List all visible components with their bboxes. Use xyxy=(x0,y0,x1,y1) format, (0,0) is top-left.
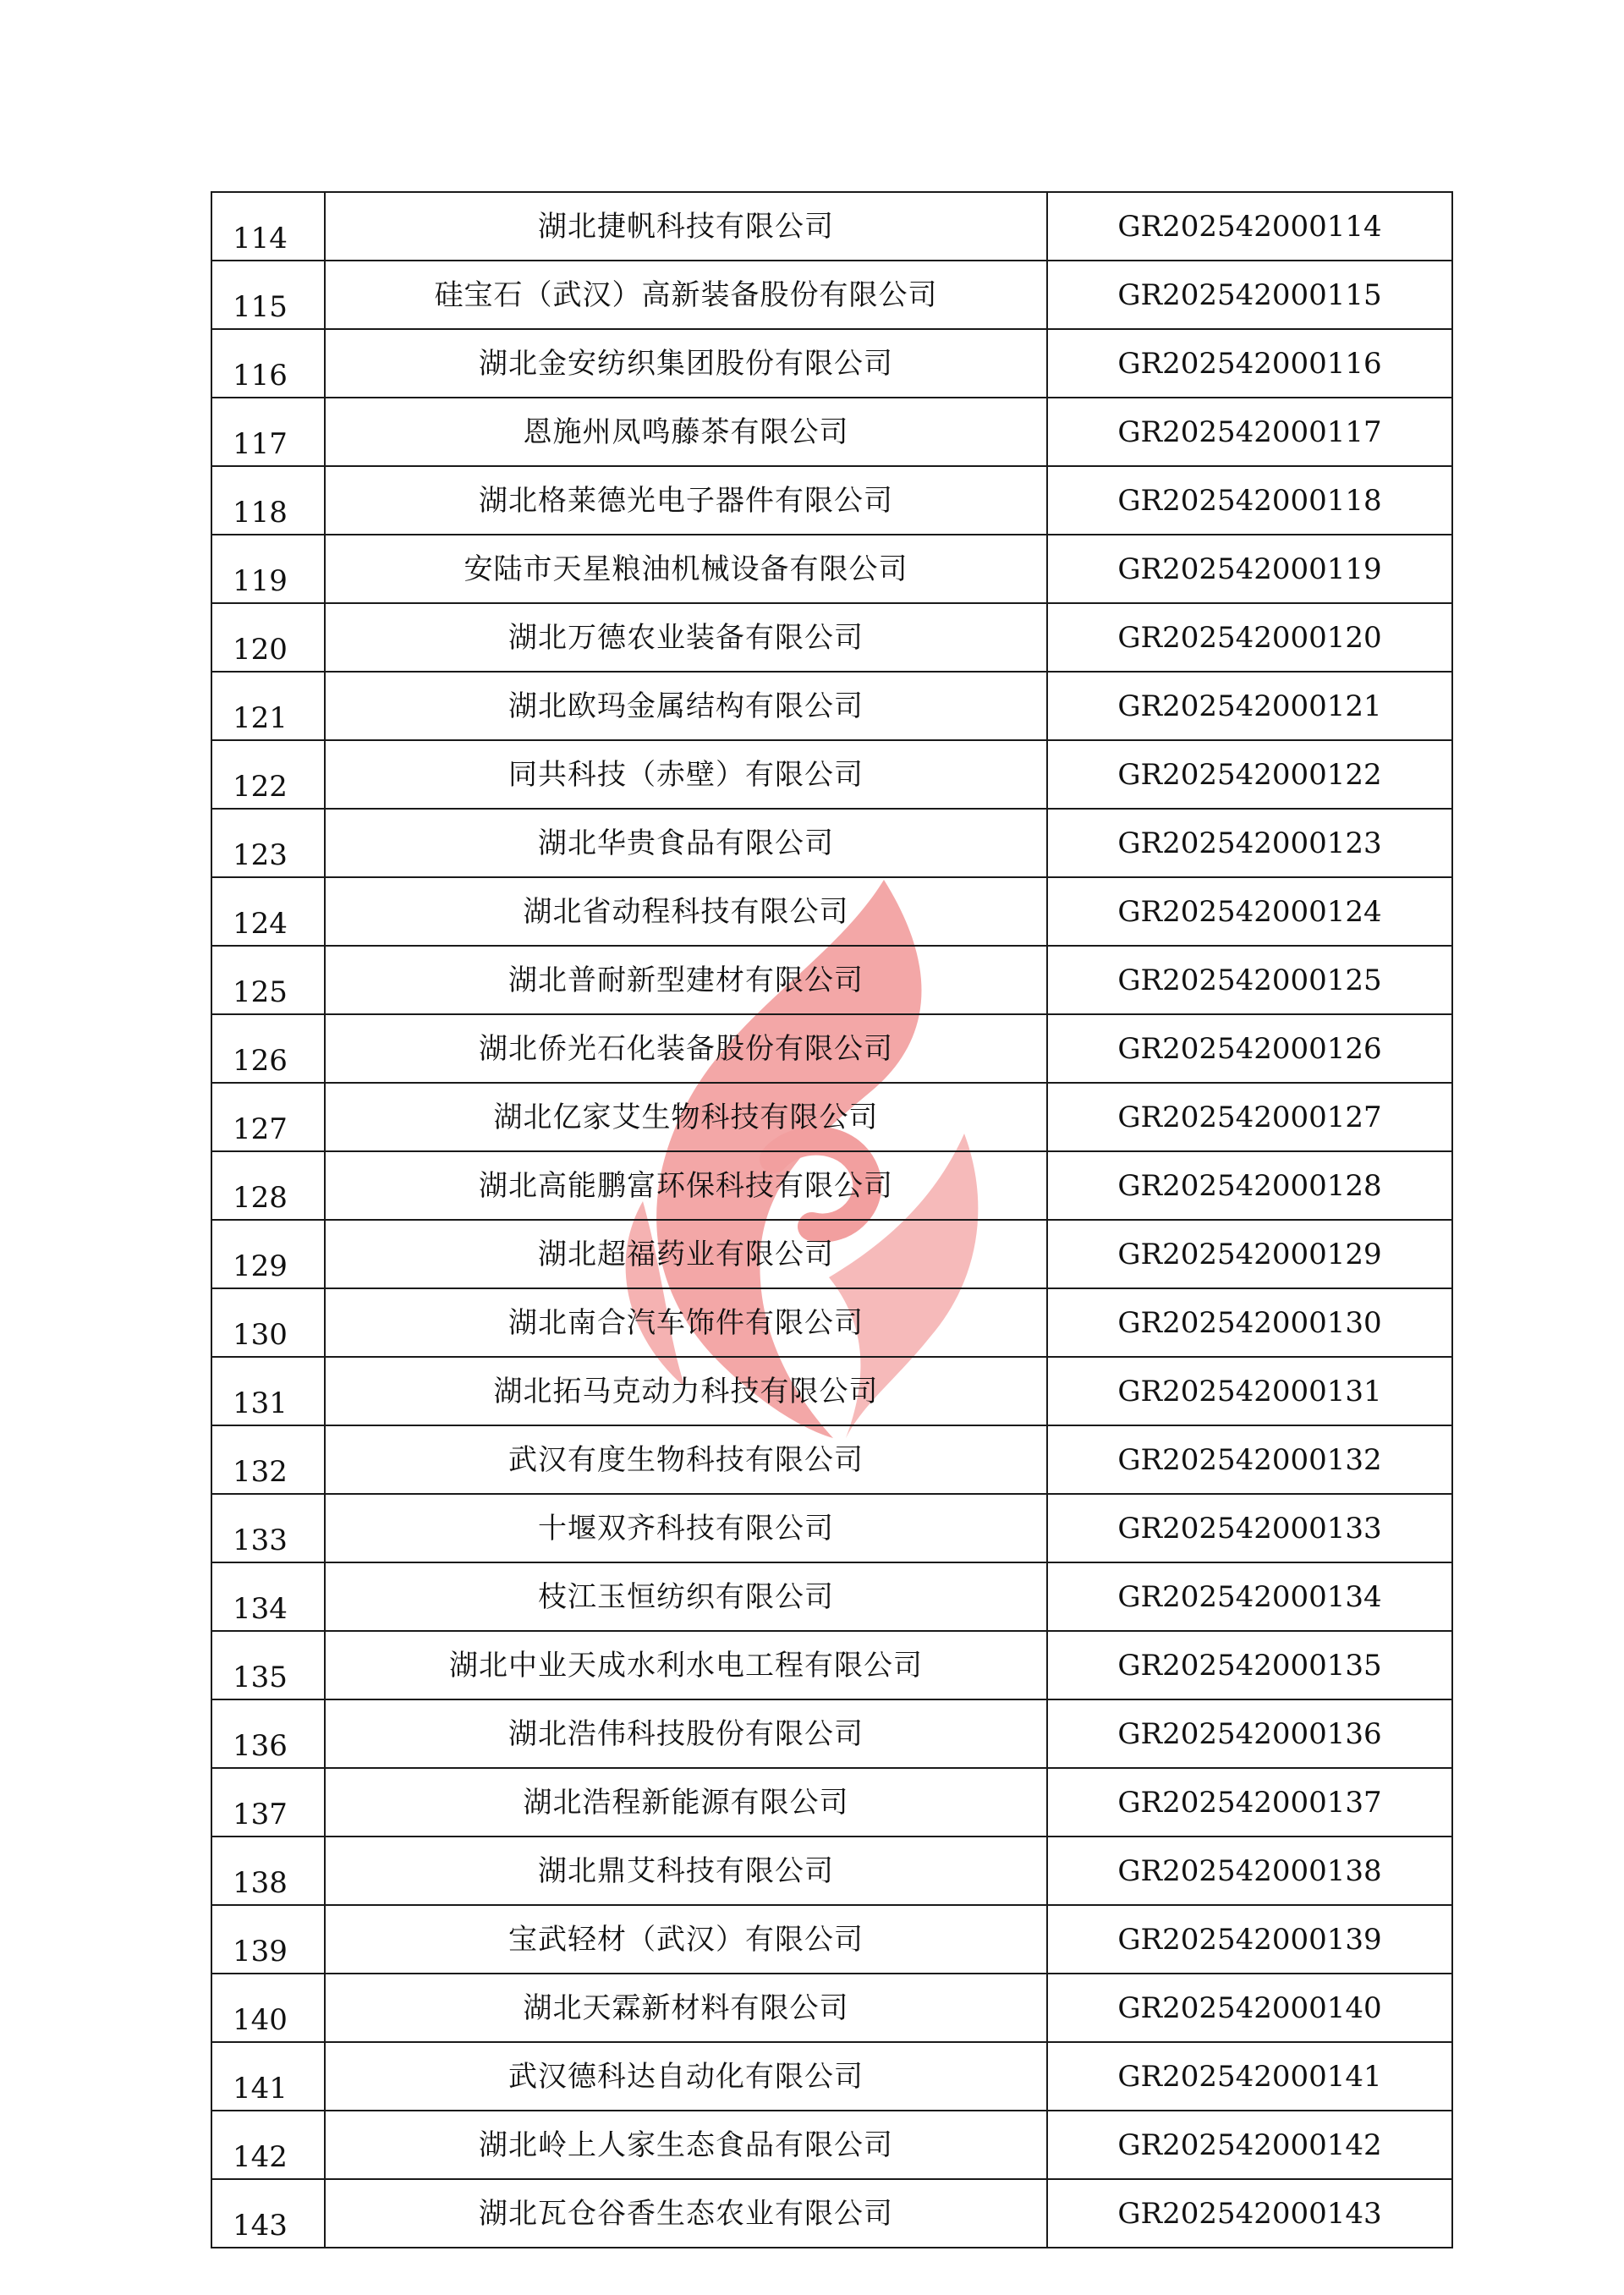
certificate-code-cell: GR202542000116 xyxy=(1047,329,1452,398)
row-number-cell: 134 xyxy=(211,1562,325,1631)
certificate-code-cell: GR202542000124 xyxy=(1047,877,1452,946)
row-number-cell: 129 xyxy=(211,1220,325,1288)
table-row xyxy=(211,329,1452,398)
table-row xyxy=(211,1357,1452,1425)
row-number-cell: 133 xyxy=(211,1494,325,1562)
company-name-cell: 湖北金安纺织集团股份有限公司 xyxy=(325,329,1047,398)
table-row xyxy=(211,1083,1452,1151)
table-row xyxy=(211,261,1452,329)
table-row xyxy=(211,1699,1452,1768)
company-name-cell: 湖北浩程新能源有限公司 xyxy=(325,1768,1047,1837)
company-name-cell: 湖北捷帆科技有限公司 xyxy=(325,192,1047,261)
row-number-cell: 120 xyxy=(211,603,325,672)
table-row xyxy=(211,946,1452,1014)
table-row xyxy=(211,192,1452,261)
table-row xyxy=(211,398,1452,466)
certificate-code-cell: GR202542000141 xyxy=(1047,2042,1452,2111)
row-number-cell: 125 xyxy=(211,946,325,1014)
company-name-cell: 十堰双齐科技有限公司 xyxy=(325,1494,1047,1562)
table-row xyxy=(211,2042,1452,2111)
certificate-code-cell: GR202542000127 xyxy=(1047,1083,1452,1151)
row-number-cell: 139 xyxy=(211,1905,325,1974)
company-name-cell: 湖北浩伟科技股份有限公司 xyxy=(325,1699,1047,1768)
certificate-code-cell: GR202542000123 xyxy=(1047,809,1452,877)
certificate-code-cell: GR202542000129 xyxy=(1047,1220,1452,1288)
company-name-cell: 武汉有度生物科技有限公司 xyxy=(325,1425,1047,1494)
table-row xyxy=(211,2179,1452,2248)
certificate-code-cell: GR202542000120 xyxy=(1047,603,1452,672)
table-row xyxy=(211,1631,1452,1699)
row-number-cell: 141 xyxy=(211,2042,325,2111)
certificate-code-cell: GR202542000132 xyxy=(1047,1425,1452,1494)
certificate-code-cell: GR202542000122 xyxy=(1047,740,1452,809)
row-number-cell: 119 xyxy=(211,535,325,603)
table-row xyxy=(211,1425,1452,1494)
table-row xyxy=(211,1014,1452,1083)
certificate-code-cell: GR202542000114 xyxy=(1047,192,1452,261)
company-name-cell: 湖北鼎艾科技有限公司 xyxy=(325,1837,1047,1905)
company-name-cell: 枝江玉恒纺织有限公司 xyxy=(325,1562,1047,1631)
table-row xyxy=(211,603,1452,672)
certificate-code-cell: GR202542000137 xyxy=(1047,1768,1452,1837)
certificate-code-cell: GR202542000125 xyxy=(1047,946,1452,1014)
certificate-code-cell: GR202542000128 xyxy=(1047,1151,1452,1220)
table-row xyxy=(211,1768,1452,1837)
company-name-cell: 湖北华贵食品有限公司 xyxy=(325,809,1047,877)
row-number-cell: 132 xyxy=(211,1425,325,1494)
company-name-cell: 同共科技（赤壁）有限公司 xyxy=(325,740,1047,809)
table-row xyxy=(211,466,1452,535)
certificate-code-cell: GR202542000131 xyxy=(1047,1357,1452,1425)
table-row xyxy=(211,1151,1452,1220)
row-number-cell: 126 xyxy=(211,1014,325,1083)
company-name-cell: 湖北亿家艾生物科技有限公司 xyxy=(325,1083,1047,1151)
certificate-code-cell: GR202542000139 xyxy=(1047,1905,1452,1974)
certificate-code-cell: GR202542000115 xyxy=(1047,261,1452,329)
row-number-cell: 124 xyxy=(211,877,325,946)
company-name-cell: 湖北岭上人家生态食品有限公司 xyxy=(325,2111,1047,2179)
row-number-cell: 140 xyxy=(211,1974,325,2042)
row-number-cell: 137 xyxy=(211,1768,325,1837)
table-row xyxy=(211,809,1452,877)
certificate-code-cell: GR202542000134 xyxy=(1047,1562,1452,1631)
row-number-cell: 142 xyxy=(211,2111,325,2179)
certificate-code-cell: GR202542000143 xyxy=(1047,2179,1452,2248)
row-number-cell: 114 xyxy=(211,192,325,261)
company-name-cell: 安陆市天星粮油机械设备有限公司 xyxy=(325,535,1047,603)
company-name-cell: 湖北普耐新型建材有限公司 xyxy=(325,946,1047,1014)
table-row xyxy=(211,672,1452,740)
certificate-code-cell: GR202542000136 xyxy=(1047,1699,1452,1768)
row-number-cell: 116 xyxy=(211,329,325,398)
table-row xyxy=(211,1974,1452,2042)
certificate-code-cell: GR202542000140 xyxy=(1047,1974,1452,2042)
company-name-cell: 湖北格莱德光电子器件有限公司 xyxy=(325,466,1047,535)
company-name-cell: 湖北天霖新材料有限公司 xyxy=(325,1974,1047,2042)
table-row xyxy=(211,1288,1452,1357)
certificate-code-cell: GR202542000133 xyxy=(1047,1494,1452,1562)
table-row xyxy=(211,1562,1452,1631)
company-name-cell: 宝武轻材（武汉）有限公司 xyxy=(325,1905,1047,1974)
row-number-cell: 117 xyxy=(211,398,325,466)
company-name-cell: 硅宝石（武汉）高新装备股份有限公司 xyxy=(325,261,1047,329)
row-number-cell: 136 xyxy=(211,1699,325,1768)
company-name-cell: 湖北高能鹏富环保科技有限公司 xyxy=(325,1151,1047,1220)
row-number-cell: 130 xyxy=(211,1288,325,1357)
company-name-cell: 湖北中业天成水利水电工程有限公司 xyxy=(325,1631,1047,1699)
row-number-cell: 121 xyxy=(211,672,325,740)
table-body xyxy=(211,192,1452,2248)
row-number-cell: 115 xyxy=(211,261,325,329)
certificate-code-cell: GR202542000142 xyxy=(1047,2111,1452,2179)
row-number-cell: 118 xyxy=(211,466,325,535)
row-number-cell: 143 xyxy=(211,2179,325,2248)
table-row xyxy=(211,1837,1452,1905)
company-name-cell: 湖北侨光石化装备股份有限公司 xyxy=(325,1014,1047,1083)
enterprise-list-table xyxy=(211,191,1453,2248)
table-row xyxy=(211,877,1452,946)
company-name-cell: 湖北拓马克动力科技有限公司 xyxy=(325,1357,1047,1425)
table-row xyxy=(211,740,1452,809)
certificate-code-cell: GR202542000119 xyxy=(1047,535,1452,603)
row-number-cell: 123 xyxy=(211,809,325,877)
company-name-cell: 恩施州凤鸣藤茶有限公司 xyxy=(325,398,1047,466)
company-name-cell: 湖北欧玛金属结构有限公司 xyxy=(325,672,1047,740)
certificate-code-cell: GR202542000130 xyxy=(1047,1288,1452,1357)
company-name-cell: 湖北南合汽车饰件有限公司 xyxy=(325,1288,1047,1357)
company-name-cell: 湖北瓦仓谷香生态农业有限公司 xyxy=(325,2179,1047,2248)
company-name-cell: 武汉德科达自动化有限公司 xyxy=(325,2042,1047,2111)
row-number-cell: 135 xyxy=(211,1631,325,1699)
company-name-cell: 湖北万德农业装备有限公司 xyxy=(325,603,1047,672)
certificate-code-cell: GR202542000126 xyxy=(1047,1014,1452,1083)
table-row xyxy=(211,1494,1452,1562)
table-row xyxy=(211,1220,1452,1288)
company-name-cell: 湖北超福药业有限公司 xyxy=(325,1220,1047,1288)
row-number-cell: 131 xyxy=(211,1357,325,1425)
table-row xyxy=(211,535,1452,603)
certificate-code-cell: GR202542000118 xyxy=(1047,466,1452,535)
row-number-cell: 127 xyxy=(211,1083,325,1151)
row-number-cell: 138 xyxy=(211,1837,325,1905)
certificate-code-cell: GR202542000121 xyxy=(1047,672,1452,740)
certificate-code-cell: GR202542000117 xyxy=(1047,398,1452,466)
company-name-cell: 湖北省动程科技有限公司 xyxy=(325,877,1047,946)
row-number-cell: 128 xyxy=(211,1151,325,1220)
row-number-cell: 122 xyxy=(211,740,325,809)
certificate-code-cell: GR202542000135 xyxy=(1047,1631,1452,1699)
certificate-code-cell: GR202542000138 xyxy=(1047,1837,1452,1905)
table-row xyxy=(211,1905,1452,1974)
table-row xyxy=(211,2111,1452,2179)
